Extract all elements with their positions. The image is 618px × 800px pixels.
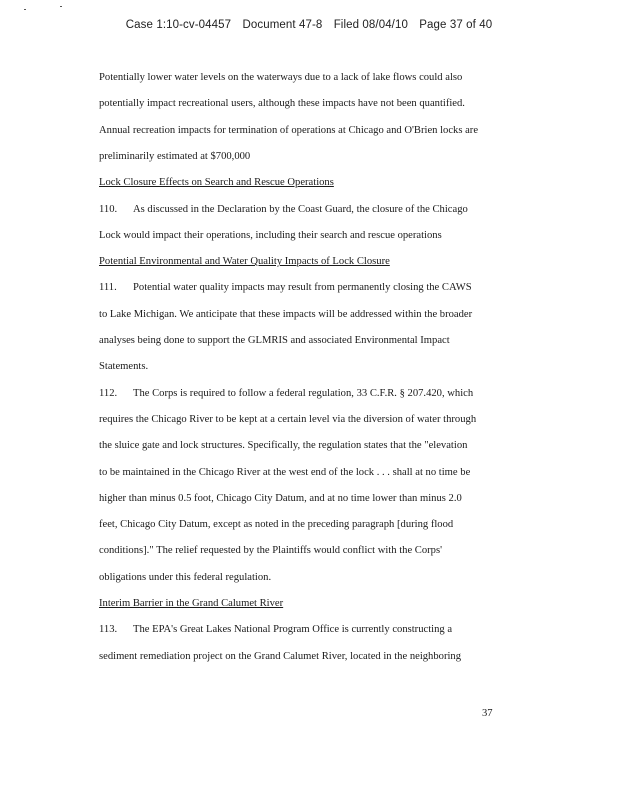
text-line [99, 335, 450, 347]
line-text: preliminarily estimated at $700,000 [99, 150, 251, 162]
section-heading [99, 177, 334, 189]
text-line [99, 72, 462, 84]
paragraph-number: 110. [99, 203, 118, 215]
line-text: to be maintained in the Chicago River at the west end of the lock . . . shall at no time be [99, 466, 471, 478]
line-text: feet, Chicago City Datum, except as noted in the preceding paragraph [during flood [99, 519, 454, 531]
line-text: requires the Chicago River to be kept at a certain level via the diversion of water through [99, 413, 477, 425]
text-line [99, 493, 462, 505]
numbered-paragraph-line [99, 282, 472, 294]
paragraph-number: 112. [99, 387, 118, 399]
numbered-paragraph-line [99, 624, 452, 636]
text-line [99, 572, 271, 584]
filed-date: Filed 08/04/10 [333, 19, 408, 31]
line-text: Annual recreation impacts for termination of operations at Chicago and O'Brien locks are [99, 124, 479, 136]
line-text: As discussed in the Declaration by the Coast Guard, the closure of the Chicago [133, 203, 468, 215]
text-line [99, 230, 442, 242]
line-text: The EPA's Great Lakes National Program Office is currently constructing a [133, 624, 453, 636]
line-text: obligations under this federal regulation. [99, 571, 272, 583]
scan-speck [24, 9, 26, 10]
text-line [99, 125, 478, 137]
line-text: Interim Barrier in the Grand Calumet River [99, 598, 284, 609]
line-text: Statements. [99, 361, 149, 373]
numbered-paragraph-line [99, 388, 473, 400]
text-line [99, 545, 442, 557]
line-text: Potentially lower water levels on the waterways due to a lack of lake flows could also [99, 72, 463, 83]
line-text: potentially impact recreational users, although these impacts have not been quantified. [99, 98, 465, 110]
line-text: Lock Closure Effects on Search and Rescue Operations [99, 177, 334, 189]
text-line [99, 361, 148, 373]
paragraph-number: 113. [99, 624, 118, 636]
text-line [99, 467, 470, 479]
text-line [99, 414, 476, 426]
line-text: The Corps is required to follow a federal regulation, 33 C.F.R. § 207.420, which [133, 387, 474, 399]
paragraph-number: 111. [99, 282, 117, 294]
line-text: Potential water quality impacts may result from permanently closing the CAWS [133, 282, 472, 294]
line-text: higher than minus 0.5 foot, Chicago City Datum, and at no time lower than minus 2.0 [99, 492, 462, 504]
text-line [99, 651, 461, 663]
document-number: Document 47-8 [242, 19, 323, 31]
text-line [99, 151, 250, 163]
line-text: to Lake Michigan. We anticipate that these impacts will be addressed within the broader [99, 308, 473, 320]
line-text: Potential Environmental and Water Quality Impacts of Lock Closure [99, 256, 390, 268]
numbered-paragraph-line [99, 204, 468, 216]
line-text: Lock would impact their operations, including their search and rescue operations [99, 229, 442, 241]
text-line [99, 309, 472, 321]
text-line [99, 519, 453, 531]
case-header [0, 19, 618, 31]
text-line [99, 440, 467, 452]
text-line [99, 98, 465, 110]
page-number: 37 [482, 708, 493, 719]
line-text: analyses being done to support the GLMRIS and associated Environmental Impact [99, 335, 450, 346]
scan-speck [60, 6, 62, 7]
line-text: conditions]." The relief requested by the Plaintiffs would conflict with the Corps' [99, 545, 443, 557]
page-of-total: Page 37 of 40 [419, 19, 493, 31]
section-heading [99, 256, 390, 268]
section-heading [99, 598, 283, 610]
line-text: sediment remediation project on the Grand Calumet River, located in the neighboring [99, 650, 462, 662]
case-number: Case 1:10-cv-04457 [125, 19, 232, 31]
line-text: the sluice gate and lock structures. Specifically, the regulation states that the "elevation [99, 440, 468, 452]
